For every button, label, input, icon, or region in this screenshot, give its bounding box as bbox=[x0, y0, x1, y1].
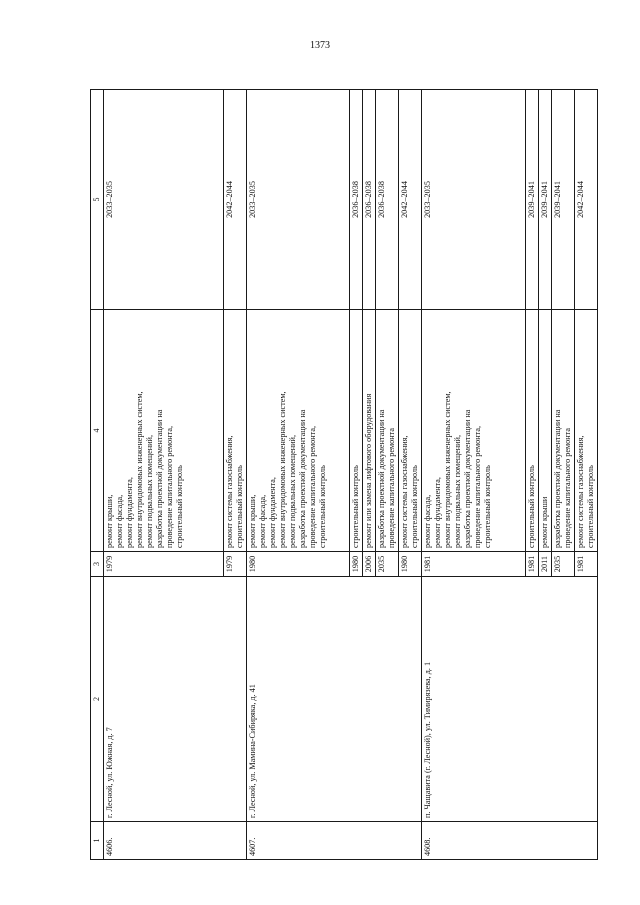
repair-schedule-table bbox=[90, 89, 598, 860]
item-number: 4607. bbox=[246, 822, 421, 860]
column-number-row bbox=[91, 90, 104, 860]
page-number: 1373 bbox=[310, 40, 330, 51]
table-row bbox=[246, 90, 349, 860]
year-cell: 1980 bbox=[349, 552, 362, 577]
work-types-cell: ремонт крыши bbox=[538, 310, 551, 552]
building-address: г. Лесной, ул. Южная, д. 7 bbox=[103, 577, 246, 822]
work-types-cell: ремонт крыши, ремонт фасада, ремонт фундамента, ремонт внутридомовых инженерных систем, ремонт подвальных помещений, разработка проектной документации на проведение капитального ремонта, строительный контроль bbox=[103, 310, 223, 552]
column-number: 1 bbox=[91, 822, 104, 860]
year-cell: 2011 bbox=[538, 552, 551, 577]
period-cell: 2042–2044 bbox=[223, 90, 246, 310]
period-cell: 2039–2041 bbox=[538, 90, 551, 310]
year-cell: 2035 bbox=[375, 552, 398, 577]
year-cell: 1979 bbox=[103, 552, 223, 577]
work-types-cell: ремонт системы газоснабжения, строительный контроль bbox=[223, 310, 246, 552]
table-row bbox=[103, 90, 223, 860]
work-types-cell: строительный контроль bbox=[349, 310, 362, 552]
year-cell: 2006 bbox=[362, 552, 375, 577]
building-address: г. Лесной, ул. Мамина-Сибиряка, д. 41 bbox=[246, 577, 421, 822]
period-cell: 2033–2035 bbox=[421, 90, 525, 310]
period-cell: 2033–2035 bbox=[103, 90, 223, 310]
rotated-sheet bbox=[90, 90, 595, 860]
work-types-cell: разработка проектной документации на проведение капитального ремонта bbox=[551, 310, 574, 552]
work-types-cell: строительный контроль bbox=[525, 310, 538, 552]
column-number: 4 bbox=[91, 310, 104, 552]
year-cell: 1979 bbox=[223, 552, 246, 577]
period-cell: 2042–2044 bbox=[398, 90, 421, 310]
item-number: 4606. bbox=[103, 822, 246, 860]
year-cell: 1980 bbox=[246, 552, 349, 577]
column-number: 2 bbox=[91, 577, 104, 822]
table-row bbox=[421, 90, 525, 860]
work-types-cell: ремонт системы газоснабжения, строительный контроль bbox=[574, 310, 597, 552]
year-cell: 1980 bbox=[398, 552, 421, 577]
building-address: п. Чащавита (г. Лесной), ул. Тимирязева, д. 1 bbox=[421, 577, 597, 822]
period-cell: 2042–2044 bbox=[574, 90, 597, 310]
period-cell: 2036–2038 bbox=[375, 90, 398, 310]
column-number: 5 bbox=[91, 90, 104, 310]
period-cell: 2039–2041 bbox=[551, 90, 574, 310]
period-cell: 2036–2038 bbox=[362, 90, 375, 310]
work-types-cell: ремонт крыши, ремонт фасада, ремонт фундамента, ремонт внутридомовых инженерных систем, ремонт подвальных помещений, разработка проектной документации на проведение капитального ремонта, строительный контроль bbox=[246, 310, 349, 552]
year-cell: 1981 bbox=[525, 552, 538, 577]
column-number: 3 bbox=[91, 552, 104, 577]
year-cell: 2035 bbox=[551, 552, 574, 577]
year-cell: 1981 bbox=[574, 552, 597, 577]
period-cell: 2036–2038 bbox=[349, 90, 362, 310]
year-cell: 1981 bbox=[421, 552, 525, 577]
work-types-cell: ремонт системы газоснабжения, строительный контроль bbox=[398, 310, 421, 552]
period-cell: 2033–2035 bbox=[246, 90, 349, 310]
item-number: 4608. bbox=[421, 822, 597, 860]
period-cell: 2039–2041 bbox=[525, 90, 538, 310]
work-types-cell: разработка проектной документации на проведение капитального ремонта bbox=[375, 310, 398, 552]
work-types-cell: ремонт или замена лифтового оборудования bbox=[362, 310, 375, 552]
table-body bbox=[103, 90, 597, 860]
work-types-cell: ремонт фасада, ремонт фундамента, ремонт внутридомовых инженерных систем, ремонт подвальных помещений, разработка проектной документации на проведение капитального ремонта, строительный контроль bbox=[421, 310, 525, 552]
